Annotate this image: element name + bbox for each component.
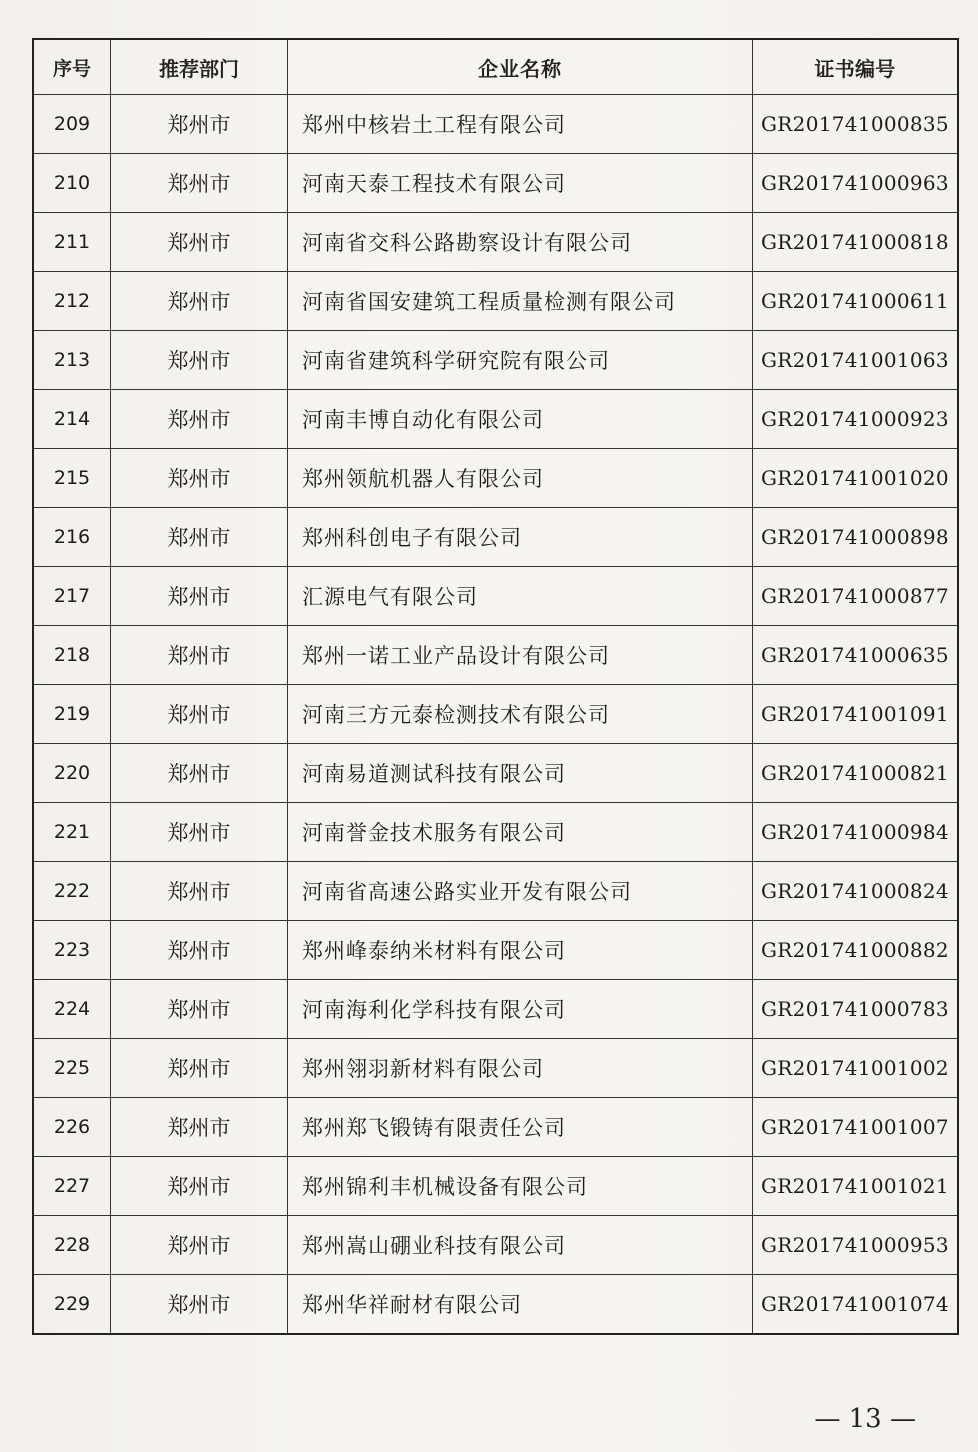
certificate-number-cell: GR201741001020 [753,449,959,508]
department-cell: 郑州市 [111,331,288,390]
serial-number-cell: 228 [33,1216,111,1275]
certificate-number-cell: GR201741001007 [753,1098,959,1157]
enterprise-name-cell: 郑州锦利丰机械设备有限公司 [288,1157,753,1216]
certificate-number-cell: GR201741001074 [753,1275,959,1335]
table-row [33,803,958,862]
certificate-number-cell: GR201741000923 [753,390,959,449]
header-certificate-number: 证书编号 [753,39,959,95]
table-row [33,213,958,272]
enterprise-name-cell: 河南誉金技术服务有限公司 [288,803,753,862]
department-cell: 郑州市 [111,1216,288,1275]
table-row [33,980,958,1039]
table-row [33,862,958,921]
certificate-number-cell: GR201741000818 [753,213,959,272]
enterprise-name-cell: 郑州科创电子有限公司 [288,508,753,567]
department-cell: 郑州市 [111,744,288,803]
table-row [33,1216,958,1275]
table-row [33,272,958,331]
table-row [33,95,958,154]
department-cell: 郑州市 [111,508,288,567]
certificate-number-cell: GR201741000963 [753,154,959,213]
enterprise-name-cell: 郑州领航机器人有限公司 [288,449,753,508]
department-cell: 郑州市 [111,921,288,980]
table-row [33,1098,958,1157]
enterprise-name-cell: 河南三方元泰检测技术有限公司 [288,685,753,744]
table-row [33,685,958,744]
certificate-number-cell: GR201741000898 [753,508,959,567]
serial-number-cell: 220 [33,744,111,803]
serial-number-cell: 216 [33,508,111,567]
certificate-number-cell: GR201741001002 [753,1039,959,1098]
enterprise-name-cell: 河南易道测试科技有限公司 [288,744,753,803]
certificate-number-cell: GR201741000821 [753,744,959,803]
certificate-number-cell: GR201741000877 [753,567,959,626]
department-cell: 郑州市 [111,567,288,626]
enterprise-name-cell: 河南省建筑科学研究院有限公司 [288,331,753,390]
department-cell: 郑州市 [111,213,288,272]
serial-number-cell: 217 [33,567,111,626]
table-row [33,449,958,508]
certificate-number-cell: GR201741000835 [753,95,959,154]
enterprise-name-cell: 郑州峰泰纳米材料有限公司 [288,921,753,980]
department-cell: 郑州市 [111,154,288,213]
certificate-number-cell: GR201741000824 [753,862,959,921]
serial-number-cell: 213 [33,331,111,390]
department-cell: 郑州市 [111,803,288,862]
table-row [33,331,958,390]
certificate-number-cell: GR201741001091 [753,685,959,744]
table-row [33,1157,958,1216]
serial-number-cell: 223 [33,921,111,980]
serial-number-cell: 229 [33,1275,111,1335]
department-cell: 郑州市 [111,1275,288,1335]
enterprise-name-cell: 郑州嵩山硼业科技有限公司 [288,1216,753,1275]
table-row [33,744,958,803]
enterprise-name-cell: 郑州郑飞锻铸有限责任公司 [288,1098,753,1157]
serial-number-cell: 221 [33,803,111,862]
serial-number-cell: 218 [33,626,111,685]
enterprise-name-cell: 河南海利化学科技有限公司 [288,980,753,1039]
serial-number-cell: 211 [33,213,111,272]
department-cell: 郑州市 [111,390,288,449]
certificate-number-cell: GR201741000882 [753,921,959,980]
certificate-number-cell: GR201741001021 [753,1157,959,1216]
department-cell: 郑州市 [111,862,288,921]
enterprise-name-cell: 汇源电气有限公司 [288,567,753,626]
enterprise-name-cell: 河南丰博自动化有限公司 [288,390,753,449]
department-cell: 郑州市 [111,1157,288,1216]
department-cell: 郑州市 [111,272,288,331]
enterprise-name-cell: 河南省国安建筑工程质量检测有限公司 [288,272,753,331]
table-row [33,1039,958,1098]
certificate-number-cell: GR201741001063 [753,331,959,390]
serial-number-cell: 225 [33,1039,111,1098]
table-row [33,921,958,980]
serial-number-cell: 219 [33,685,111,744]
serial-number-cell: 226 [33,1098,111,1157]
department-cell: 郑州市 [111,449,288,508]
department-cell: 郑州市 [111,1098,288,1157]
enterprise-name-cell: 郑州中核岩土工程有限公司 [288,95,753,154]
table-row [33,390,958,449]
enterprise-name-cell: 郑州翎羽新材料有限公司 [288,1039,753,1098]
header-serial-number: 序号 [33,39,111,95]
enterprise-name-cell: 河南省高速公路实业开发有限公司 [288,862,753,921]
department-cell: 郑州市 [111,980,288,1039]
certificate-number-cell: GR201741000783 [753,980,959,1039]
enterprise-name-cell: 河南省交科公路勘察设计有限公司 [288,213,753,272]
table-header-row [33,39,958,95]
serial-number-cell: 215 [33,449,111,508]
table-row [33,508,958,567]
header-recommending-department: 推荐部门 [111,39,288,95]
serial-number-cell: 210 [33,154,111,213]
page-number: — 13 — [814,1404,916,1434]
department-cell: 郑州市 [111,1039,288,1098]
table-row [33,154,958,213]
department-cell: 郑州市 [111,685,288,744]
serial-number-cell: 209 [33,95,111,154]
department-cell: 郑州市 [111,626,288,685]
certificate-number-cell: GR201741000953 [753,1216,959,1275]
serial-number-cell: 214 [33,390,111,449]
certificate-number-cell: GR201741000635 [753,626,959,685]
department-cell: 郑州市 [111,95,288,154]
certificate-number-cell: GR201741000611 [753,272,959,331]
serial-number-cell: 222 [33,862,111,921]
table-row [33,626,958,685]
table-row [33,1275,958,1335]
enterprise-name-cell: 郑州华祥耐材有限公司 [288,1275,753,1335]
serial-number-cell: 224 [33,980,111,1039]
serial-number-cell: 212 [33,272,111,331]
serial-number-cell: 227 [33,1157,111,1216]
table-row [33,567,958,626]
enterprise-name-cell: 郑州一诺工业产品设计有限公司 [288,626,753,685]
enterprise-name-cell: 河南天泰工程技术有限公司 [288,154,753,213]
enterprise-list-table [32,38,959,1335]
header-enterprise-name: 企业名称 [288,39,753,95]
certificate-number-cell: GR201741000984 [753,803,959,862]
